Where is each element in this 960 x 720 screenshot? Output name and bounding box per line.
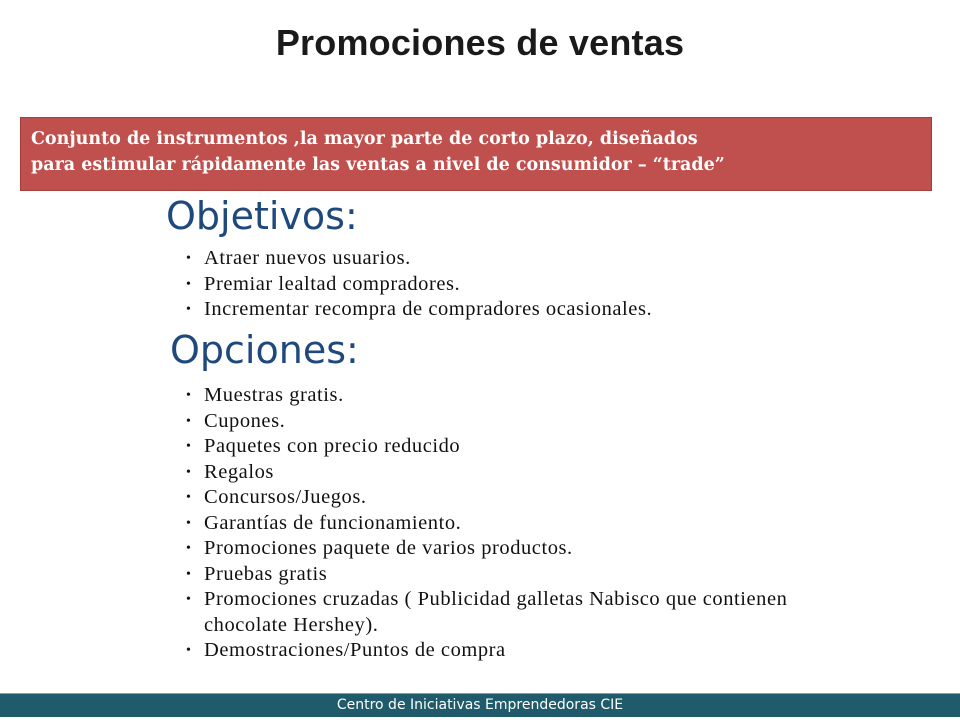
bullet-icon: • <box>186 251 192 266</box>
list-item-continuation: chocolate Hershey). <box>204 613 379 636</box>
list-item <box>186 383 956 409</box>
list-item <box>186 246 652 272</box>
list-item <box>186 434 956 460</box>
opciones-list <box>186 383 956 664</box>
list-item-text: Regalos <box>204 460 274 483</box>
list-item <box>186 409 956 435</box>
footer-text: Centro de Iniciativas Emprendedoras CIE <box>336 697 624 713</box>
list-item <box>186 638 956 664</box>
list-item <box>186 536 956 562</box>
list-item-text: Paquetes con precio reducido <box>204 435 461 457</box>
footer-bar <box>0 693 960 717</box>
list-item-text: Promociones cruzadas ( Publicidad galletas Nabisco que contienen <box>204 588 788 610</box>
list-item-text: Garantías de funcionamiento. <box>204 511 462 534</box>
bullet-icon: • <box>186 302 192 317</box>
slide-title: Promociones de ventas <box>275 22 685 63</box>
bullet-icon: • <box>186 490 192 505</box>
bullet-icon: • <box>186 566 192 582</box>
callout-line-1: Conjunto de instrumentos ,la mayor parte de corto plazo, diseñados <box>31 129 698 149</box>
list-item-text: Incrementar recompra de compradores ocasionales. <box>204 298 653 320</box>
bullet-icon: • <box>186 276 192 292</box>
list-item-text: Concursos/Juegos. <box>204 486 367 508</box>
list-item <box>186 460 956 486</box>
opciones-heading: Opciones: <box>170 328 359 372</box>
definition-callout <box>20 117 932 191</box>
list-item <box>186 485 956 511</box>
list-item <box>186 511 956 537</box>
objetivos-heading: Objetivos: <box>166 194 358 238</box>
bullet-icon: • <box>186 592 192 607</box>
list-item-text: Pruebas gratis <box>204 562 328 585</box>
bullet-icon: • <box>186 439 192 454</box>
list-item <box>186 587 956 638</box>
bullet-icon: • <box>186 388 192 403</box>
list-item-text: Demostraciones/Puntos de compra <box>204 639 506 661</box>
callout-line-2: para estimular rápidamente las ventas a nivel de consumidor – “trade” <box>31 155 725 175</box>
bullet-icon: • <box>186 464 192 480</box>
list-item-text: Atraer nuevos usuarios. <box>204 247 411 269</box>
list-item-text: Promociones paquete de varios productos. <box>204 537 573 559</box>
bullet-icon: • <box>186 515 192 531</box>
list-item <box>186 272 652 298</box>
list-item <box>186 562 956 588</box>
bullet-icon: • <box>186 643 192 658</box>
list-item <box>186 297 652 323</box>
objetivos-list <box>186 246 652 323</box>
list-item-text: Muestras gratis. <box>204 384 344 406</box>
bullet-icon: • <box>186 413 192 429</box>
bullet-icon: • <box>186 541 192 556</box>
list-item-text: Premiar lealtad compradores. <box>204 272 461 295</box>
list-item-text: Cupones. <box>204 409 286 432</box>
